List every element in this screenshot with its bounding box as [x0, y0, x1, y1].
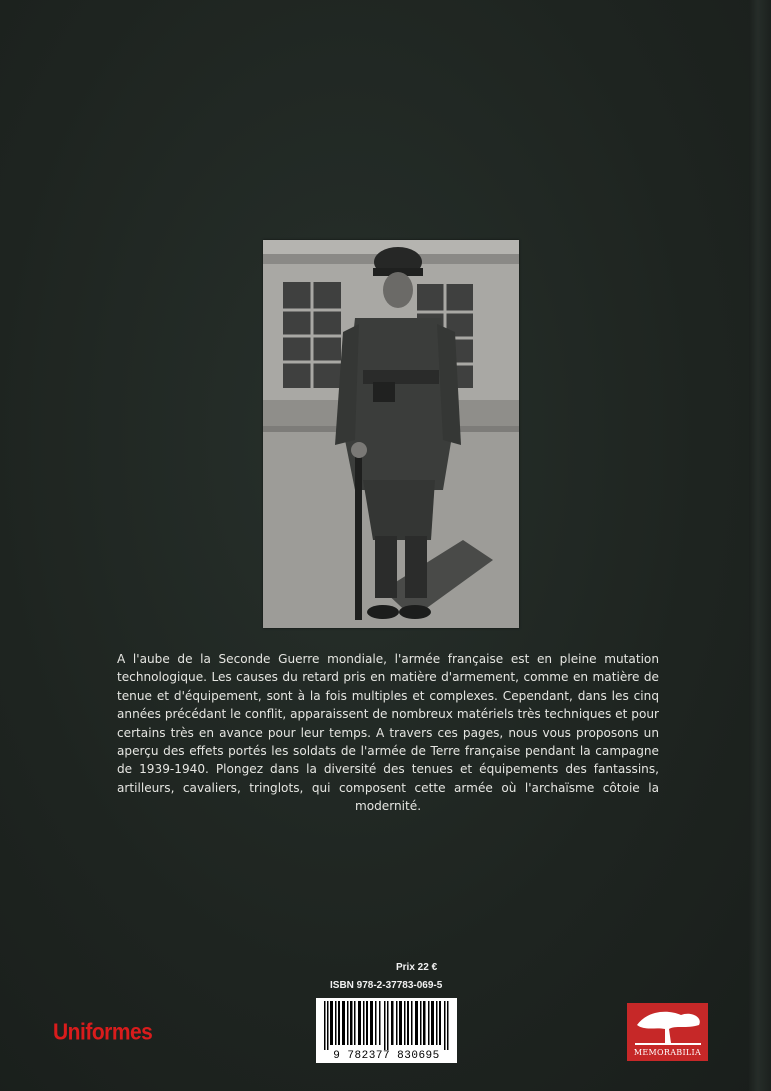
memorabilia-logo	[627, 1003, 708, 1061]
back-cover-blurb: A l'aube de la Seconde Guerre mondiale, l'armée française est en pleine mutation technologique. Les causes du retard pris en matière d'armement, comme en matière de tenue et d'équipement, sont à la fois multiples et complexes. Cependant, dans les cinq années précédant le conflit, apparaissent de nombreux matériels très techniques et pour certains très en avance pour leur temps. A travers ces pages, nous vous proposons un aperçu des effets portés les soldats de l'armée de Terre française pendant la campagne de 1939-1940. Plongez dans la diversité des tenues et équipements des fantassins, artilleurs, cavaliers, tringlots, qui composent cette armée où l'archaïsme côtoie la modernité.	[117, 652, 659, 814]
memorabilia-label: MEMORABILIA	[633, 1048, 702, 1057]
soldier-photograph	[263, 240, 519, 628]
price-label: Prix 22 €	[396, 962, 438, 973]
barcode-bars	[316, 998, 457, 1050]
barcode-digits: 9 782377 830695	[316, 1050, 457, 1062]
barcode	[316, 998, 457, 1063]
cover-edge	[749, 0, 771, 1091]
uniformes-logo: Uniformes	[53, 1019, 153, 1046]
isbn-label: ISBN 978-2-37783-069-5	[330, 980, 443, 991]
